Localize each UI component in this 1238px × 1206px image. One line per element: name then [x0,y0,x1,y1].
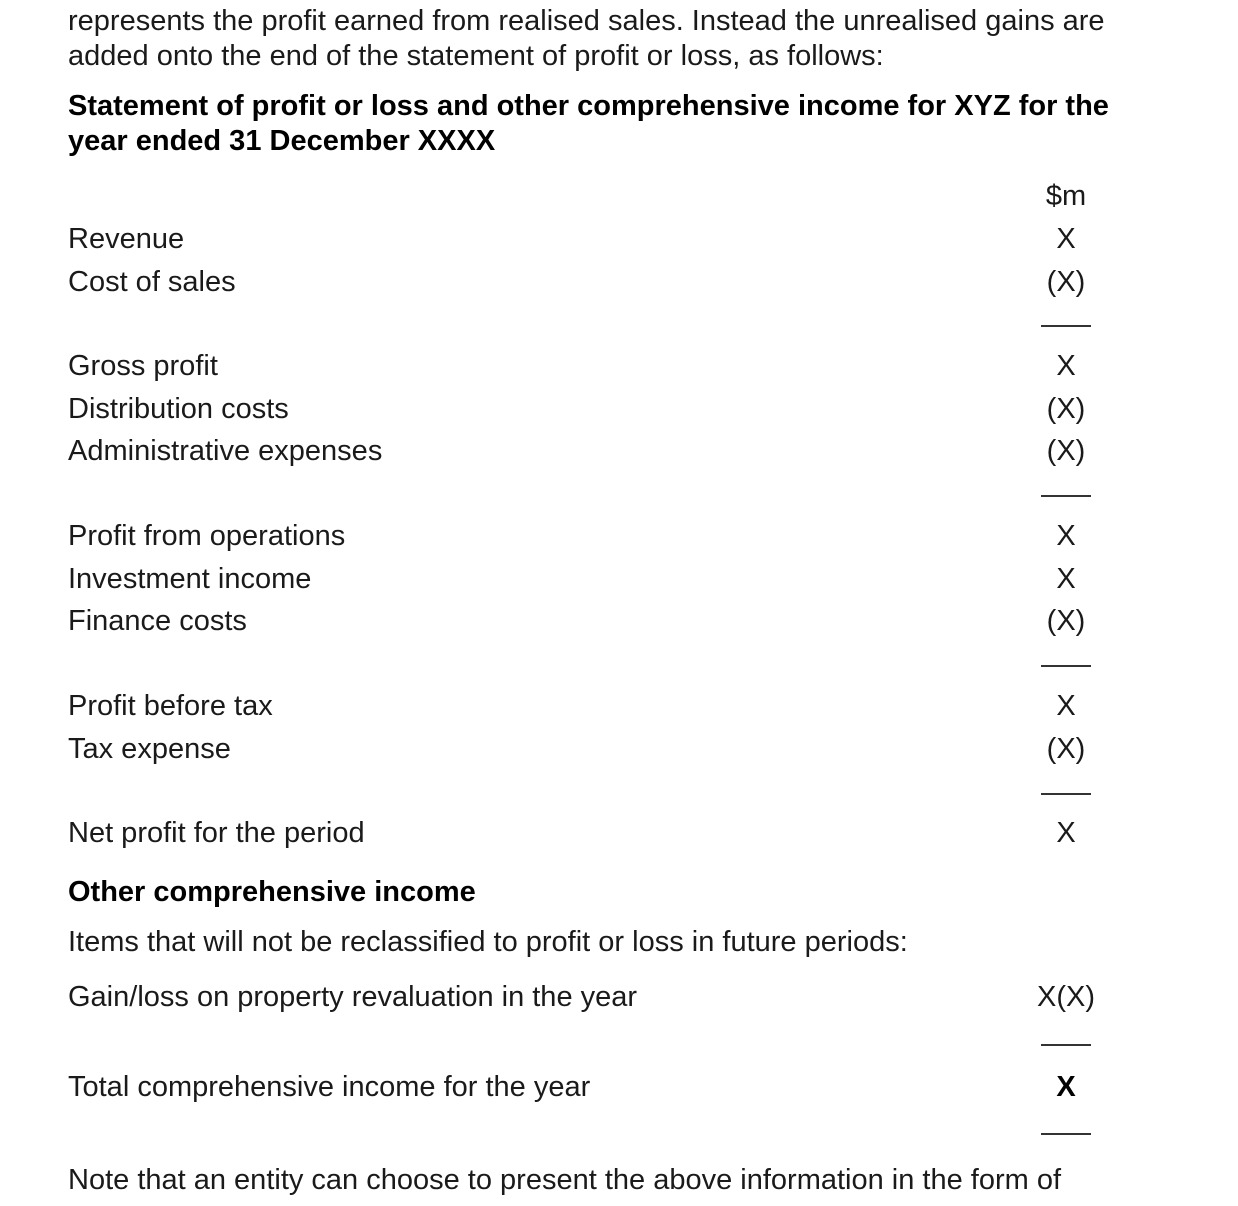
row-value: (X) [1046,605,1086,637]
row-value: (X) [1046,393,1086,425]
row-label: Net profit for the period [68,817,365,849]
row-value: X [1056,1071,1076,1103]
row-distribution-costs [68,389,1128,429]
row-value: X [1056,817,1076,849]
row-label: Cost of sales [68,266,236,298]
row-cost-of-sales [68,262,1128,302]
oci-heading: Other comprehensive income [68,876,476,908]
document-page [68,0,1128,1206]
currency-header: $m [1045,180,1087,212]
row-value: X [1056,350,1076,382]
statement-title: Statement of profit or loss and other comprehensive income for XYZ for the year ended 31 December XXXX [68,90,1109,157]
row-value: (X) [1046,733,1086,765]
row-value: X [1056,520,1076,552]
currency-header-row [68,176,1128,216]
row-investment-income [68,559,1128,599]
row-value: (X) [1046,266,1086,298]
note-paragraph: Note that an entity can choose to present the above information in the form of [68,1164,1062,1196]
row-label: Distribution costs [68,393,289,425]
row-revaluation [68,977,1128,1017]
row-finance-costs [68,601,1128,641]
subtotal-rule [1041,325,1091,327]
oci-subheading: Items that will not be reclassified to profit or loss in future periods: [68,926,908,958]
row-label: Profit before tax [68,690,273,722]
row-label: Revenue [68,223,185,255]
row-profit-from-operations [68,516,1128,556]
row-value: X(X) [1037,981,1095,1013]
row-label: Administrative expenses [68,435,383,467]
row-label: Gross profit [68,350,218,382]
row-value: X [1056,223,1076,255]
row-label: Total comprehensive income for the year [68,1071,591,1103]
row-value: (X) [1046,435,1086,467]
row-label: Finance costs [68,605,247,637]
row-value: X [1056,563,1076,595]
subtotal-rule [1041,793,1091,795]
row-label: Investment income [68,563,312,595]
row-label: Gain/loss on property revaluation in the year [68,981,638,1013]
subtotal-rule [1041,665,1091,667]
row-label: Tax expense [68,733,231,765]
row-label: Profit from operations [68,520,346,552]
row-total-comprehensive-income [68,1067,1128,1107]
row-net-profit [68,813,1128,853]
subtotal-rule [1041,1044,1091,1046]
row-gross-profit [68,346,1128,386]
subtotal-rule [1041,495,1091,497]
row-revenue [68,219,1128,259]
row-profit-before-tax [68,686,1128,726]
row-tax-expense [68,729,1128,769]
row-value: X [1056,690,1076,722]
intro-paragraph: represents the profit earned from realised sales. Instead the unrealised gains are added onto the end of the statement of profit or loss, as follows: [68,5,1105,72]
row-administrative-expenses [68,431,1128,471]
total-rule [1041,1133,1091,1135]
